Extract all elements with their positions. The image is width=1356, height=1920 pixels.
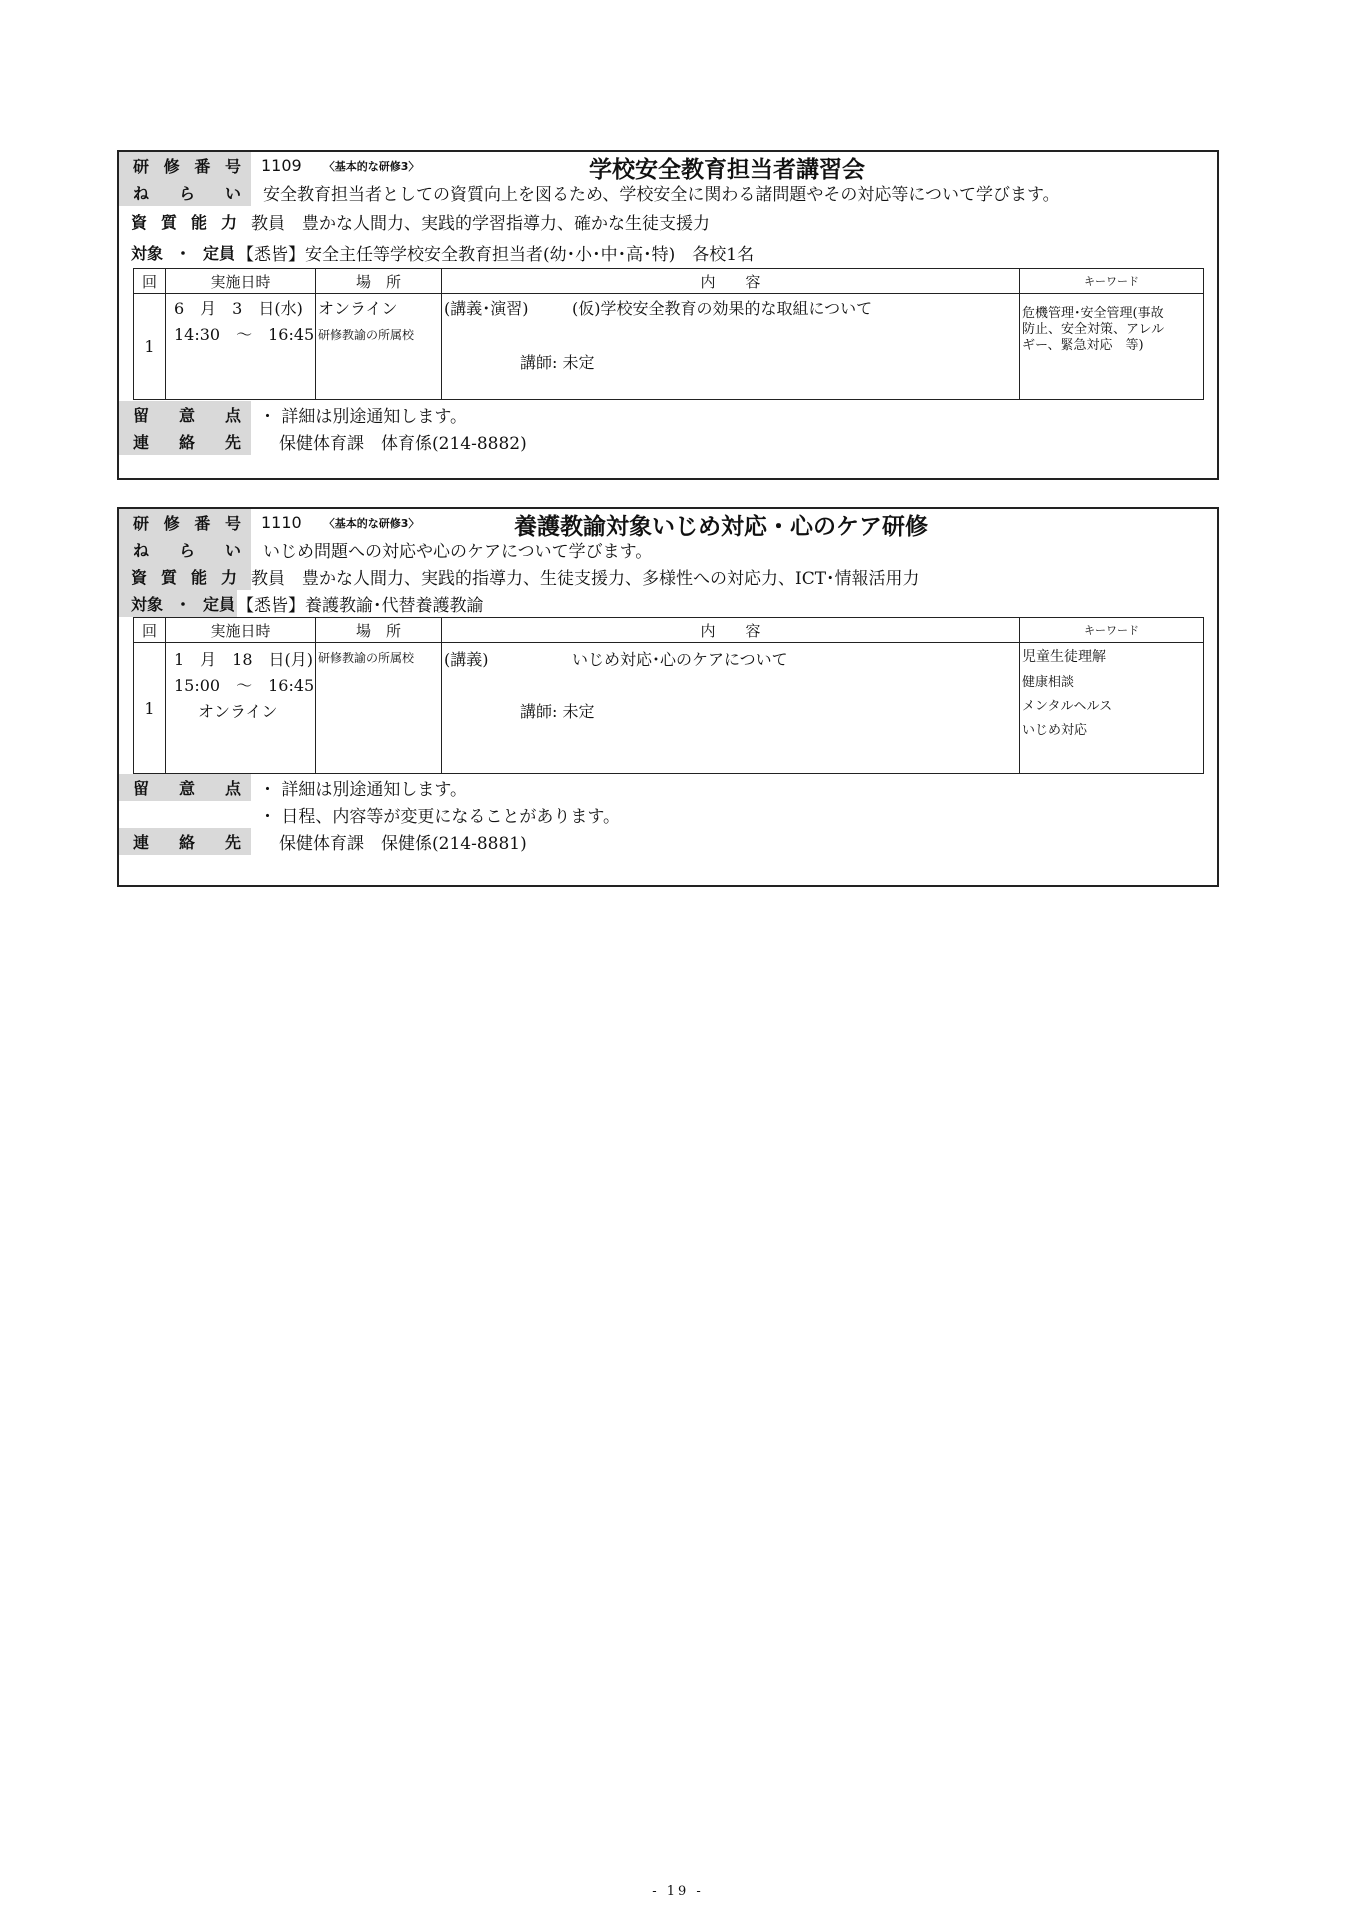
number-label: 研 修 番 号: [119, 152, 251, 179]
session-date: 6 月 3 日(水): [174, 299, 303, 318]
number-label: 研 修 番 号: [119, 509, 251, 536]
training-number: 1109: [261, 156, 302, 175]
session-online: オンライン: [198, 702, 278, 721]
note-item: ・ 詳細は別途通知します。: [259, 780, 468, 800]
header-round: 回: [134, 618, 166, 643]
ability-row: [119, 563, 920, 590]
aim-text: いじめ問題への対応や心のケアについて学びます。: [263, 542, 653, 562]
notes-row: [119, 401, 467, 428]
aim-label: ね ら い: [119, 536, 251, 563]
training-category: 〈基本的な研修3〉: [323, 516, 420, 530]
contact-label: 連 絡 先: [119, 828, 251, 855]
notes-label: 留 意 点: [119, 774, 251, 801]
notes-row: [119, 774, 467, 801]
header-datetime: 実施日時: [166, 269, 316, 294]
header-content: 内 容: [442, 269, 1020, 294]
keyword-item: いじめ対応: [1022, 723, 1088, 738]
target-label: 対象 ・ 定員: [119, 239, 237, 266]
contact-text: 保健体育課 保健係(214-8881): [279, 834, 527, 854]
ability-text: 教員 豊かな人間力、実践的学習指導力、確かな生徒支援力: [251, 214, 710, 234]
header-place: 場 所: [316, 618, 442, 643]
keyword-item: ギー、緊急対応 等): [1022, 338, 1144, 353]
target-row: [119, 590, 484, 617]
session-round: 1: [134, 643, 166, 774]
notes-label: 留 意 点: [119, 401, 251, 428]
target-text: 【悉皆】養護教諭･代替養護教諭: [237, 596, 484, 616]
session-content-title: いじめ対応･心のケアについて: [572, 650, 788, 669]
session-content-title: (仮)学校安全教育の効果的な取組について: [572, 299, 873, 318]
session-lecturer: 講師: 未定: [520, 353, 595, 372]
training-number: 1110: [261, 513, 302, 532]
session-content-type: (講義･演習): [444, 299, 529, 318]
target-row: [119, 239, 754, 266]
contact-text: 保健体育課 体育係(214-8882): [279, 434, 527, 454]
session-time: 14:30 ～ 16:45: [174, 325, 315, 344]
aim-row: [119, 536, 652, 563]
number-row: [119, 509, 419, 536]
header-datetime: 実施日時: [166, 618, 316, 643]
contact-row: [119, 828, 527, 855]
ability-label: 資 質 能 力: [119, 208, 251, 235]
target-text: 【悉皆】安全主任等学校安全教育担当者(幼･小･中･高･特) 各校1名: [237, 245, 755, 265]
keyword-item: メンタルヘルス: [1022, 699, 1113, 714]
contact-row: [119, 428, 527, 455]
notes-label-spacer: [119, 801, 251, 828]
ability-text: 教員 豊かな人間力、実践的指導力、生徒支援力、多様性への対応力、ICT･情報活用力: [251, 569, 920, 589]
training-1109: [117, 150, 1219, 480]
session-place: 研修教諭の所属校: [318, 651, 415, 665]
session-date: 1 月 18 日(月): [174, 650, 314, 669]
number-row: [119, 152, 419, 179]
session-place: オンライン: [318, 299, 398, 318]
aim-row: [119, 179, 1060, 206]
keyword-item: 危機管理･安全管理(事故: [1022, 306, 1164, 321]
page-number: - 19 -: [652, 1884, 704, 1899]
session-time: 15:00 ～ 16:45: [174, 676, 315, 695]
session-lecturer: 講師: 未定: [520, 702, 595, 721]
aim-label: ね ら い: [119, 179, 251, 206]
contact-label: 連 絡 先: [119, 428, 251, 455]
keyword-item: 防止、安全対策、アレル: [1022, 322, 1165, 337]
session-content-type: (講義): [444, 650, 489, 669]
training-title: 養護教諭対象いじめ対応・心のケア研修: [514, 514, 928, 540]
session-table: [133, 617, 1204, 774]
notes-row-2: [119, 801, 620, 828]
training-title: 学校安全教育担当者講習会: [589, 157, 865, 183]
note-item: ・ 詳細は別途通知します。: [259, 407, 468, 427]
training-1110: [117, 507, 1219, 887]
note-item: ・ 日程、内容等が変更になることがあります。: [259, 807, 621, 827]
keyword-item: 健康相談: [1022, 675, 1075, 690]
header-place: 場 所: [316, 269, 442, 294]
training-category: 〈基本的な研修3〉: [323, 159, 420, 173]
header-round: 回: [134, 269, 166, 294]
ability-row: [119, 208, 710, 235]
header-content: 内 容: [442, 618, 1020, 643]
header-keyword: キーワード: [1020, 618, 1204, 643]
session-place-note: 研修教諭の所属校: [318, 328, 415, 342]
header-keyword: キーワード: [1020, 269, 1204, 294]
aim-text: 安全教育担当者としての資質向上を図るため、学校安全に関わる諸問題やその対応等について学びます。: [263, 185, 1060, 205]
keyword-item: 児童生徒理解: [1022, 649, 1106, 665]
session-table: [133, 268, 1204, 400]
target-label: 対象 ・ 定員: [119, 590, 237, 617]
ability-label: 資 質 能 力: [119, 563, 251, 590]
session-round: 1: [134, 294, 166, 400]
